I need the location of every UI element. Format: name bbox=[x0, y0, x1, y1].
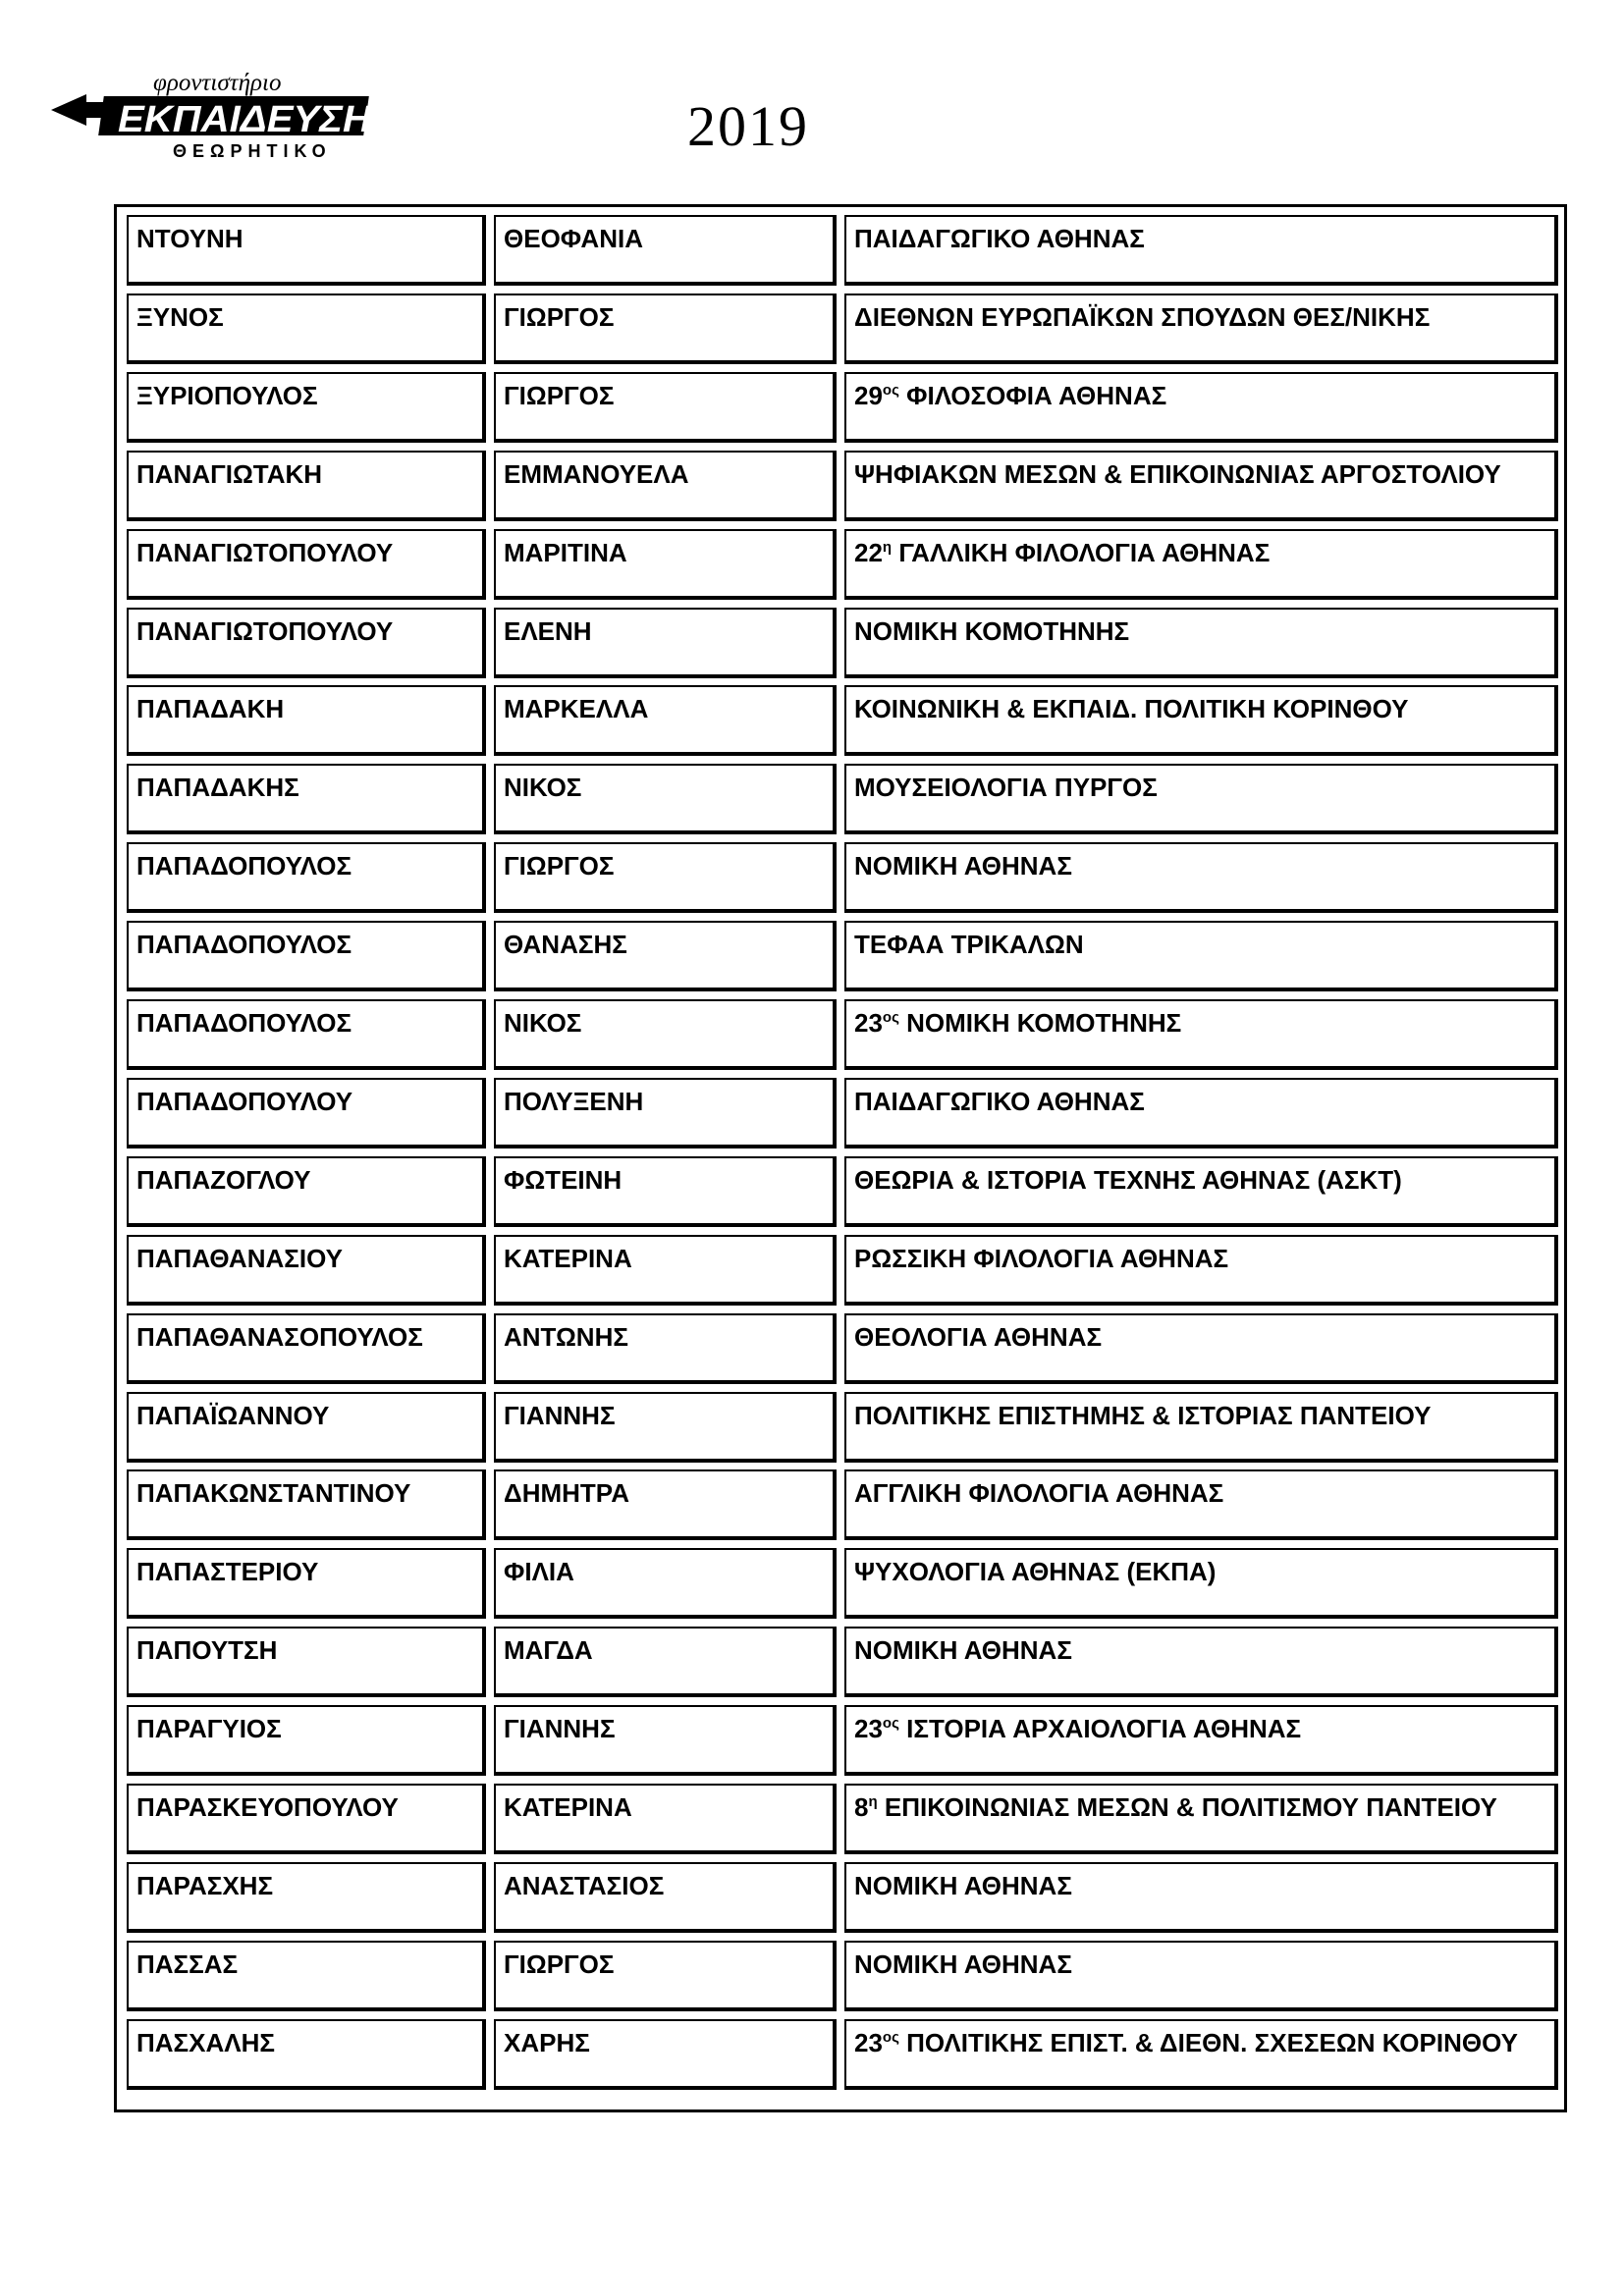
school-name: ΑΓΓΛΙΚΗ ΦΙΛΟΛΟΓΙΑ ΑΘΗΝΑΣ bbox=[854, 1478, 1224, 1509]
school-name: ΙΣΤΟΡΙΑ ΑΡΧΑΙΟΛΟΓΙΑ ΑΘΗΝΑΣ bbox=[906, 1714, 1302, 1744]
surname-cell: ΠΑΠΑΪΩΑΝΝΟΥ bbox=[127, 1392, 486, 1463]
first-name-cell: ΘΑΝΑΣΗΣ bbox=[494, 921, 837, 991]
first-name-cell: ΦΙΛΙΑ bbox=[494, 1548, 837, 1619]
school-cell bbox=[844, 1469, 1558, 1540]
first-name-cell: ΕΜΜΑΝΟΥΕΛΑ bbox=[494, 451, 837, 521]
surname-cell: ΠΑΠΑΖΟΓΛΟΥ bbox=[127, 1156, 486, 1227]
rank-suffix: ος bbox=[882, 2028, 899, 2046]
school-name: ΠΑΙΔΑΓΩΓΙΚΟ ΑΘΗΝΑΣ bbox=[854, 224, 1145, 253]
first-name-cell: ΓΙΩΡΓΟΣ bbox=[494, 372, 837, 443]
surname-cell: ΠΑΝΑΓΙΩΤΑΚΗ bbox=[127, 451, 486, 521]
school-cell bbox=[844, 2019, 1558, 2090]
school-name: ΔΙΕΘΝΩΝ ΕΥΡΩΠΑΪΚΩΝ ΣΠΟΥΔΩΝ ΘΕΣ/ΝΙΚΗΣ bbox=[854, 301, 1431, 332]
school-cell bbox=[844, 1784, 1558, 1854]
first-name-cell: ΧΑΡΗΣ bbox=[494, 2019, 837, 2090]
logo bbox=[51, 67, 381, 161]
school-name: ΝΟΜΙΚΗ ΑΘΗΝΑΣ bbox=[854, 1635, 1072, 1666]
school-cell bbox=[844, 1627, 1558, 1697]
school-name: ΠΑΙΔΑΓΩΓΙΚΟ ΑΘΗΝΑΣ bbox=[854, 1086, 1145, 1116]
rank-suffix: ος bbox=[882, 1009, 899, 1026]
first-name-cell: ΦΩΤΕΙΝΗ bbox=[494, 1156, 837, 1227]
rank-suffix: ος bbox=[882, 1715, 899, 1733]
first-name-cell: ΓΙΩΡΓΟΣ bbox=[494, 294, 837, 364]
school-cell bbox=[844, 1078, 1558, 1148]
rank-number: 23 bbox=[854, 1714, 883, 1744]
first-name-cell: ΠΟΛΥΞΕΝΗ bbox=[494, 1078, 837, 1148]
school-cell bbox=[844, 294, 1558, 364]
rank-number: 22 bbox=[854, 537, 883, 567]
surname-cell: ΞΥΝΟΣ bbox=[127, 294, 486, 364]
surname-cell: ΠΑΠΑΘΑΝΑΣΙΟΥ bbox=[127, 1235, 486, 1306]
surname-cell: ΠΑΠΑΔΟΠΟΥΛΟΣ bbox=[127, 999, 486, 1070]
school-cell bbox=[844, 1313, 1558, 1384]
surname-cell: ΠΑΝΑΓΙΩΤΟΠΟΥΛΟΥ bbox=[127, 608, 486, 678]
school-name: ΦΙΛΟΣΟΦΙΑ ΑΘΗΝΑΣ bbox=[906, 380, 1167, 410]
school-name: ΝΟΜΙΚΗ ΑΘΗΝΑΣ bbox=[854, 1949, 1072, 1979]
first-name-cell: ΕΛΕΝΗ bbox=[494, 608, 837, 678]
surname-cell: ΠΑΠΑΣΤΕΡΙΟΥ bbox=[127, 1548, 486, 1619]
first-name-cell: ΔΗΜΗΤΡΑ bbox=[494, 1469, 837, 1540]
school-cell bbox=[844, 451, 1558, 521]
first-name-cell: ΜΑΡΙΤΙΝΑ bbox=[494, 529, 837, 600]
surname-cell: ΠΑΠΑΔΑΚΗ bbox=[127, 685, 486, 756]
school-cell bbox=[844, 1548, 1558, 1619]
school-name: ΝΟΜΙΚΗ ΚΟΜΟΤΗΝΗΣ bbox=[854, 615, 1130, 646]
surname-cell: ΠΑΡΑΣΚΕΥΟΠΟΥΛΟΥ bbox=[127, 1784, 486, 1854]
school-cell bbox=[844, 1392, 1558, 1463]
school-cell bbox=[844, 529, 1558, 600]
first-name-cell: ΑΝΑΣΤΑΣΙΟΣ bbox=[494, 1862, 837, 1933]
surname-cell: ΠΑΠΟΥΤΣΗ bbox=[127, 1627, 486, 1697]
logo-mark bbox=[51, 67, 381, 161]
rank-suffix: ος bbox=[882, 381, 899, 399]
school-cell bbox=[844, 1705, 1558, 1776]
first-name-cell: ΑΝΤΩΝΗΣ bbox=[494, 1313, 837, 1384]
surname-cell: ΠΑΠΑΔΟΠΟΥΛΟΣ bbox=[127, 842, 486, 913]
school-name: ΕΠΙΚΟΙΝΩΝΙΑΣ ΜΕΣΩΝ & ΠΟΛΙΤΙΣΜΟΥ ΠΑΝΤΕΙΟΥ bbox=[884, 1792, 1497, 1822]
surname-cell: ΠΑΣΣΑΣ bbox=[127, 1941, 486, 2011]
school-cell bbox=[844, 999, 1558, 1070]
first-name-cell: ΜΑΓΔΑ bbox=[494, 1627, 837, 1697]
results-table bbox=[114, 204, 1567, 2112]
school-cell bbox=[844, 1235, 1558, 1306]
surname-cell: ΝΤΟΥΝΗ bbox=[127, 215, 486, 286]
surname-cell: ΠΑΠΑΔΟΠΟΥΛΟΣ bbox=[127, 921, 486, 991]
school-cell bbox=[844, 608, 1558, 678]
school-cell bbox=[844, 1156, 1558, 1227]
school-name: ΡΩΣΣΙΚΗ ΦΙΛΟΛΟΓΙΑ ΑΘΗΝΑΣ bbox=[854, 1243, 1229, 1273]
surname-cell: ΠΑΠΑΚΩΝΣΤΑΝΤΙΝΟΥ bbox=[127, 1469, 486, 1540]
page-title-year: 2019 bbox=[687, 94, 809, 158]
school-cell bbox=[844, 921, 1558, 991]
logo-main-text: ΕΚΠΑΙΔΕΥΣΗ bbox=[118, 99, 373, 140]
first-name-cell: ΓΙΑΝΝΗΣ bbox=[494, 1705, 837, 1776]
school-cell bbox=[844, 1941, 1558, 2011]
school-name: ΜΟΥΣΕΙΟΛΟΓΙΑ ΠΥΡΓΟΣ bbox=[854, 773, 1158, 803]
school-name: ΨΗΦΙΑΚΩΝ ΜΕΣΩΝ & ΕΠΙΚΟΙΝΩΝΙΑΣ ΑΡΓΟΣΤΟΛΙΟΥ bbox=[854, 458, 1501, 489]
first-name-cell: ΝΙΚΟΣ bbox=[494, 764, 837, 834]
school-name: ΤΕΦΑΑ ΤΡΙΚΑΛΩΝ bbox=[854, 930, 1084, 960]
school-name: ΨΥΧΟΛΟΓΙΑ ΑΘΗΝΑΣ (ΕΚΠΑ) bbox=[854, 1557, 1217, 1587]
surname-cell: ΠΑΠΑΘΑΝΑΣΟΠΟΥΛΟΣ bbox=[127, 1313, 486, 1384]
rank-number: 23 bbox=[854, 2027, 883, 2057]
school-cell bbox=[844, 685, 1558, 756]
first-name-cell: ΓΙΑΝΝΗΣ bbox=[494, 1392, 837, 1463]
rank-number: 23 bbox=[854, 1008, 883, 1038]
surname-cell: ΞΥΡΙΟΠΟΥΛΟΣ bbox=[127, 372, 486, 443]
first-name-cell: ΘΕΟΦΑΝΙΑ bbox=[494, 215, 837, 286]
school-cell bbox=[844, 215, 1558, 286]
first-name-cell: ΜΑΡΚΕΛΛΑ bbox=[494, 685, 837, 756]
school-cell bbox=[844, 372, 1558, 443]
surname-cell: ΠΑΡΑΓΥΙΟΣ bbox=[127, 1705, 486, 1776]
school-name: ΝΟΜΙΚΗ ΑΘΗΝΑΣ bbox=[854, 851, 1072, 881]
school-cell bbox=[844, 764, 1558, 834]
first-name-cell: ΝΙΚΟΣ bbox=[494, 999, 837, 1070]
surname-cell: ΠΑΠΑΔΑΚΗΣ bbox=[127, 764, 486, 834]
first-name-cell: ΓΙΩΡΓΟΣ bbox=[494, 1941, 837, 2011]
surname-cell: ΠΑΡΑΣΧΗΣ bbox=[127, 1862, 486, 1933]
surname-cell: ΠΑΣΧΑΛΗΣ bbox=[127, 2019, 486, 2090]
school-name: ΠΟΛΙΤΙΚΗΣ ΕΠΙΣΤ. & ΔΙΕΘΝ. ΣΧΕΣΕΩΝ ΚΟΡΙΝΘΟΥ bbox=[906, 2027, 1518, 2057]
logo-sub-text: ΘΕΩΡΗΤΙΚΟ bbox=[173, 141, 332, 161]
first-name-cell: ΚΑΤΕΡΙΝΑ bbox=[494, 1784, 837, 1854]
school-name: ΠΟΛΙΤΙΚΗΣ ΕΠΙΣΤΗΜΗΣ & ΙΣΤΟΡΙΑΣ ΠΑΝΤΕΙΟΥ bbox=[854, 1400, 1432, 1430]
logo-script-text: φροντιστήριο bbox=[153, 70, 282, 96]
school-name: ΝΟΜΙΚΗ ΑΘΗΝΑΣ bbox=[854, 1870, 1072, 1900]
school-cell bbox=[844, 1862, 1558, 1933]
surname-cell: ΠΑΠΑΔΟΠΟΥΛΟΥ bbox=[127, 1078, 486, 1148]
school-name: ΝΟΜΙΚΗ ΚΟΜΟΤΗΝΗΣ bbox=[906, 1008, 1182, 1038]
rank-number: 8 bbox=[854, 1792, 869, 1822]
first-name-cell: ΓΙΩΡΓΟΣ bbox=[494, 842, 837, 913]
surname-cell: ΠΑΝΑΓΙΩΤΟΠΟΥΛΟΥ bbox=[127, 529, 486, 600]
first-name-cell: ΚΑΤΕΡΙΝΑ bbox=[494, 1235, 837, 1306]
school-cell bbox=[844, 842, 1558, 913]
school-name: ΚΟΙΝΩΝΙΚΗ & ΕΚΠΑΙΔ. ΠΟΛΙΤΙΚΗ ΚΟΡΙΝΘΟΥ bbox=[854, 694, 1409, 724]
rank-number: 29 bbox=[854, 380, 883, 410]
school-name: ΘΕΟΛΟΓΙΑ ΑΘΗΝΑΣ bbox=[854, 1321, 1103, 1352]
school-name: ΘΕΩΡΙΑ & ΙΣΤΟΡΙΑ ΤΕΧΝΗΣ ΑΘΗΝΑΣ (ΑΣΚΤ) bbox=[854, 1164, 1402, 1195]
school-name: ΓΑΛΛΙΚΗ ΦΙΛΟΛΟΓΙΑ ΑΘΗΝΑΣ bbox=[898, 537, 1271, 567]
rank-suffix: η bbox=[882, 538, 893, 556]
rank-suffix: η bbox=[868, 1793, 878, 1810]
